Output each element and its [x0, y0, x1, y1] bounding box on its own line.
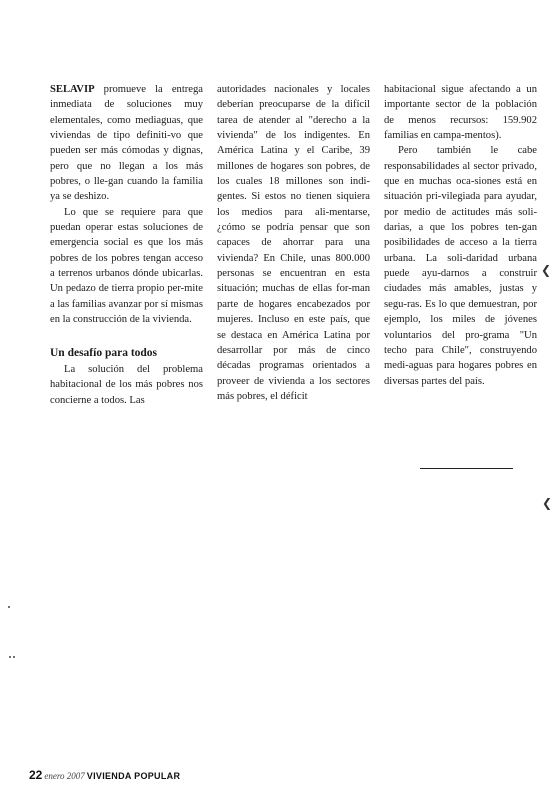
article-paragraph: SELAVIP promueve la entrega inmediata de soluciones muy elementales, como mediaguas, que viviendas de tipo definiti-vo que pueden ser más cómodas y dignas, pero que no llegan a los más pobres, o lle-gan cuando la familia ya se deshizo. — [50, 84, 203, 203]
article-paragraph: Pero también le cabe responsabilidades al sector privado, que en muchas oca-siones está en situación pri-vilegiada para ayudar, por medio de actitudes más soli-darias, a que los pobres ten-gan posibilidades de acceso a la tierra urbana. La soli-daridad urbana puede ayu-darnos a construir ciudades más amables, justas y segu-ras. Es lo que demuestran, por ejemplo, los miles de jóvenes voluntarios del pro-grama "Un techo para Chile", construyendo medi-aguas para hogares pobres en diversas partes del país. — [384, 145, 537, 387]
section-heading: Un desafío para todos — [50, 346, 158, 359]
scan-dot — [13, 656, 15, 658]
article-column-3 — [384, 82, 537, 389]
magazine-title: VIVIENDA POPULAR — [86, 771, 181, 781]
organization-name: SELAVIP — [50, 84, 95, 95]
article-column-2 — [217, 82, 370, 404]
page-number: 22 — [29, 768, 43, 782]
article-paragraph: Lo que se requiere para que puedan operar estas soluciones de emergencia social es que los más pobres de los pobres tengan acceso a terrenos urbanos dónde ubicarlas. Un pedazo de tierra propio per-mite a las familias avanzar por sí mismas en la construcción de la vivienda. — [50, 206, 203, 326]
page-footer — [29, 768, 180, 782]
article-paragraph: autoridades nacionales y locales deberían preocuparse de la difícil tarea de atender al "derecho a la vivienda" de los indigentes. En América Latina y el Caribe, 39 millones de hogares son pobres, de los cuales 18 millones son indi-gentes. Si estos no tienen siquiera los medios para ali-mentarse, ¿cómo se podría pensar que son capaces de ahorrar para una vivienda? En Chile, unas 800.000 personas se encuentran en esta situación; muchas de ellas for-man parte de hogares encabezados por mujeres. Incluso en este país, que se destaca en América Latina por desarrollar por más de cinco décadas programas orientados a proveer de vivienda a los sectores más pobres, el déficit — [217, 84, 370, 402]
article-column-1 — [50, 82, 203, 408]
scan-mark-icon: ❮ — [542, 496, 553, 510]
scan-dot — [8, 606, 10, 608]
article-paragraph: habitacional sigue afectando a un importante sector de la población de menos recursos: 159.902 familias en campa-mentos). — [384, 84, 537, 142]
scan-mark-icon: ❮ — [541, 263, 552, 277]
issue-date: enero 2007 — [44, 771, 85, 781]
article-paragraph: La solución del problema habitacional de los más pobres nos concierne a todos. Las — [50, 363, 203, 406]
end-of-article-rule — [420, 468, 513, 469]
scan-dot — [9, 656, 11, 658]
